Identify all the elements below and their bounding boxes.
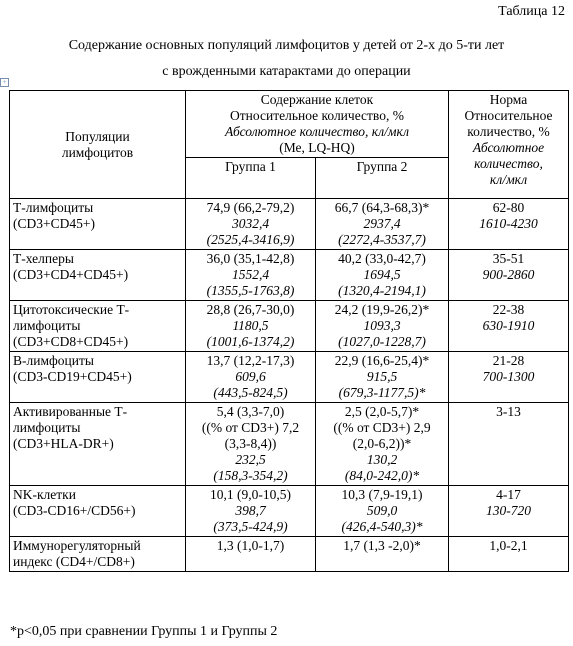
relative-value: 74,9 (66,2-79,2)	[206, 200, 295, 215]
header-norm-line: Норма	[489, 92, 528, 107]
row-name	[10, 250, 186, 301]
row-name-line: (CD3-CD16+/CD56+)	[13, 503, 136, 518]
absolute-value: 130,2	[366, 452, 398, 467]
absolute-range: (2525,4-3416,9)	[206, 232, 295, 247]
table-row	[10, 403, 569, 486]
relative-value: 28,8 (26,7-30,0)	[206, 302, 295, 317]
norm-cell	[449, 301, 569, 352]
footnote: *р<0,05 при сравнении Группы 1 и Группы 2	[10, 624, 278, 639]
row-name-line: Иммунорегуляторный	[13, 538, 141, 553]
absolute-value: 609,6	[235, 369, 266, 384]
header-norm	[449, 91, 569, 199]
relative-value: 40,2 (33,0-42,7)	[338, 251, 426, 266]
norm-cell	[449, 537, 569, 572]
relative-value: 24,2 (19,9-26,2)*	[334, 302, 430, 317]
group2-cell	[316, 537, 449, 572]
row-name-line: лимфоциты	[13, 420, 81, 435]
table-row	[10, 199, 569, 250]
row-name-line: (CD3+HLA-DR+)	[13, 436, 114, 451]
norm-cell	[449, 352, 569, 403]
relative-value: 13,7 (12,2-17,3)	[206, 353, 295, 368]
norm-absolute: 900-2860	[482, 267, 535, 282]
header-content-line: Относительное количество, %	[230, 108, 404, 123]
row-name	[10, 486, 186, 537]
norm-absolute: 630-1910	[482, 318, 535, 333]
relative-value: 66,7 (64,3-68,3)*	[334, 200, 430, 215]
row-name	[10, 403, 186, 486]
header-norm-line: количество, %	[467, 124, 550, 139]
group1-cell	[186, 537, 316, 572]
norm-relative: 21-28	[492, 353, 525, 368]
row-name	[10, 301, 186, 352]
absolute-range: (679,3-1177,5)*	[338, 385, 426, 400]
absolute-range: (426,4-540,3)*	[341, 519, 423, 534]
row-name-line: (CD3+CD8+CD45+)	[13, 334, 129, 349]
row-name-line: Т-хелперы	[13, 251, 74, 266]
table-row	[10, 352, 569, 403]
relative-value: 10,3 (7,9-19,1)	[341, 487, 423, 502]
relative-value: ((% от CD3+) 2,9	[333, 420, 431, 435]
header-content-line: Абсолютное количество, кл/мкл	[224, 124, 410, 139]
row-name-line: Цитотоксические Т-	[13, 302, 130, 317]
norm-cell	[449, 199, 569, 250]
table-row	[10, 486, 569, 537]
absolute-range: (84,0-242,0)*	[344, 468, 420, 483]
group1-cell	[186, 352, 316, 403]
header-norm-line: Относительное	[464, 108, 553, 123]
absolute-range: (158,3-354,2)	[213, 468, 288, 483]
absolute-value: 915,5	[366, 369, 398, 384]
relative-value: 10,1 (9,0-10,5)	[210, 487, 291, 502]
absolute-range: (1355,5-1763,8)	[206, 283, 295, 298]
group2-cell	[316, 486, 449, 537]
group2-cell	[316, 301, 449, 352]
group2-cell	[316, 352, 449, 403]
relative-value: 1,3 (1,0-1,7)	[216, 538, 285, 553]
relative-value: (3,3-8,4))	[224, 436, 277, 451]
row-name-line: лимфоциты	[13, 318, 81, 333]
row-name-line: (CD3+CD45+)	[13, 216, 95, 231]
absolute-value: 232,5	[235, 452, 266, 467]
relative-value: 5,4 (3,3-7,0)	[216, 404, 285, 419]
absolute-range: (373,5-424,9)	[213, 519, 288, 534]
header-content	[186, 91, 449, 158]
norm-relative: 4-17	[496, 487, 521, 502]
absolute-value: 398,7	[235, 503, 266, 518]
group1-cell	[186, 486, 316, 537]
absolute-value: 1694,5	[363, 267, 401, 282]
group1-cell	[186, 301, 316, 352]
norm-cell	[449, 403, 569, 486]
absolute-range: (443,5-824,5)	[213, 385, 288, 400]
absolute-value: 2937,4	[363, 216, 401, 231]
relative-value: 22,9 (16,6-25,4)*	[334, 353, 430, 368]
table-title-line-1: Содержание основных популяций лимфоцитов у детей от 2-х до 5-ти лет	[68, 38, 505, 53]
header-group-2: Группа 2	[316, 158, 449, 199]
group1-cell	[186, 250, 316, 301]
header-content-line: Содержание клеток	[260, 92, 374, 107]
absolute-value: 1093,3	[363, 318, 401, 333]
relative-value: ((% от CD3+) 7,2	[201, 420, 300, 435]
table-number: Таблица 12	[498, 4, 565, 19]
norm-relative: 1,0-2,1	[489, 538, 528, 553]
relative-value: 36,0 (35,1-42,8)	[206, 251, 295, 266]
lymphocyte-table	[9, 90, 569, 572]
table-row	[10, 250, 569, 301]
header-population-line: лимфоцитов	[61, 144, 134, 160]
norm-relative: 3-13	[496, 404, 521, 419]
norm-absolute: 700-1300	[482, 369, 535, 384]
norm-relative: 35-51	[492, 251, 525, 266]
absolute-range: (2272,4-3537,7)	[338, 232, 426, 247]
group2-cell	[316, 403, 449, 486]
group1-cell	[186, 403, 316, 486]
absolute-range: (1320,4-2194,1)	[338, 283, 426, 298]
header-population-line: Популяции	[65, 128, 130, 144]
header-norm-line: количество,	[474, 156, 543, 171]
row-name	[10, 537, 186, 572]
header-population	[10, 91, 186, 199]
group2-cell	[316, 250, 449, 301]
header-group-1: Группа 1	[186, 158, 316, 199]
row-name	[10, 352, 186, 403]
header-content-median: (Ме, LQ-HQ)	[279, 140, 355, 155]
norm-cell	[449, 486, 569, 537]
header-norm-line: Абсолютное	[472, 140, 545, 155]
absolute-value: 509,0	[366, 503, 398, 518]
row-name-line: NK-клетки	[13, 487, 76, 502]
group1-cell	[186, 199, 316, 250]
row-name-line: (CD3+CD4+CD45+)	[13, 267, 129, 282]
relative-value: (2,0-6,2))*	[352, 436, 412, 451]
norm-cell	[449, 250, 569, 301]
relative-value: 2,5 (2,0-5,7)*	[344, 404, 420, 419]
norm-absolute: 1610-4230	[479, 216, 538, 231]
relative-value: 1,7 (1,3 -2,0)*	[343, 538, 421, 553]
table-row	[10, 301, 569, 352]
absolute-range: (1001,6-1374,2)	[206, 334, 295, 349]
row-name-line: Т-лимфоциты	[13, 200, 94, 215]
row-name-line: (CD3-CD19+CD45+)	[13, 369, 132, 384]
norm-relative: 62-80	[492, 200, 525, 215]
header-row-1	[10, 91, 569, 158]
absolute-range: (1027,0-1228,7)	[338, 334, 426, 349]
norm-relative: 22-38	[492, 302, 525, 317]
row-name-line: индекс (CD4+/CD8+)	[13, 554, 135, 569]
row-name	[10, 199, 186, 250]
absolute-value: 1552,4	[231, 267, 270, 282]
table-row	[10, 537, 569, 572]
absolute-value: 1180,5	[232, 318, 269, 333]
row-name-line: Активированные Т-	[13, 404, 128, 419]
row-name-line: В-лимфоциты	[13, 353, 94, 368]
norm-absolute: 130-720	[486, 503, 531, 518]
table-title-line-2: с врожденными катарактами до операции	[162, 64, 411, 79]
table-anchor-icon[interactable]: +	[0, 78, 9, 87]
group2-cell	[316, 199, 449, 250]
absolute-value: 3032,4	[231, 216, 270, 231]
header-norm-line: кл/мкл	[489, 172, 528, 187]
